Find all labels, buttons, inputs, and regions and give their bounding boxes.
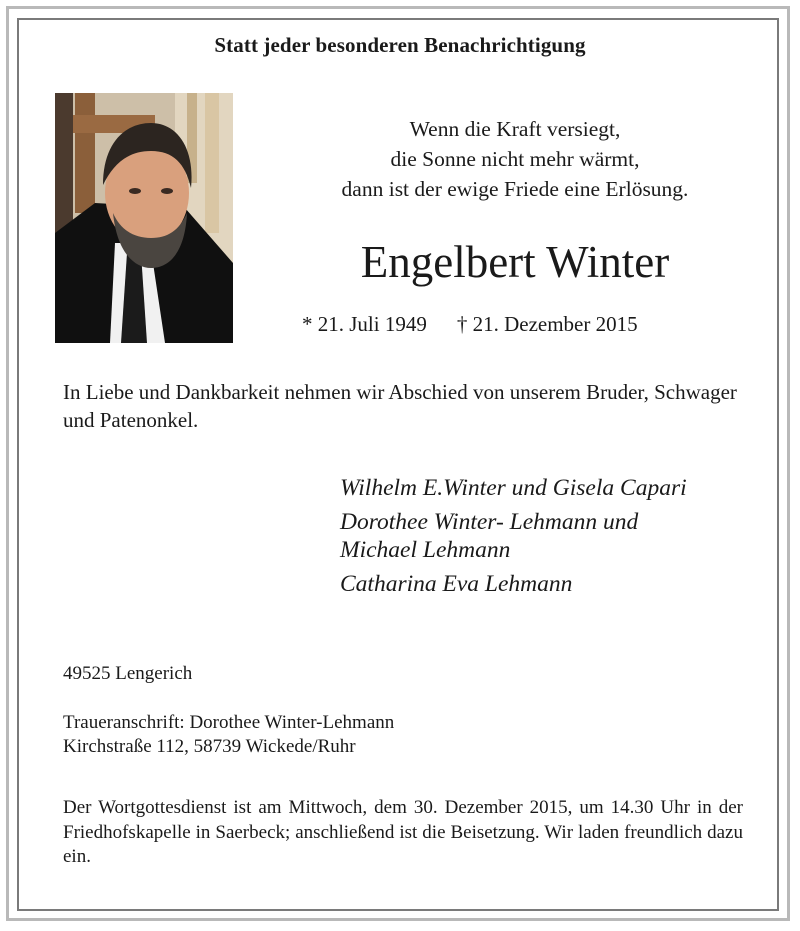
portrait-photo: [55, 93, 233, 343]
location: 49525 Lengerich: [63, 663, 193, 684]
family-member: Dorothee Winter- Lehmann und: [340, 509, 639, 535]
family-signatures: [340, 474, 687, 598]
address-line: Kirchstraße 112, 58739 Wickede/Ruhr: [63, 736, 356, 757]
family-member: Michael Lehmann: [340, 537, 511, 563]
quote-line: dann ist der ewige Friede eine Erlösung.: [341, 177, 689, 201]
notice-header: Statt jeder besonderen Benachrichtigung: [214, 33, 586, 57]
family-member: Catharina Eva Lehmann: [340, 571, 573, 597]
farewell-text: In Liebe und Dankbarkeit nehmen wir Abschied von unserem Bruder, Schwager und Patenonkel.: [63, 380, 737, 432]
family-member: Wilhelm E.Winter und Gisela Capari: [340, 475, 687, 501]
mourning-address: [63, 711, 394, 759]
quote-block: [260, 114, 770, 204]
birth-date: * 21. Juli 1949: [302, 312, 427, 336]
service-info: Der Wortgottesdienst ist am Mittwoch, dem 30. Dezember 2015, um 14.30 Uhr in der Friedhofskapelle in Saerbeck; anschließend ist die Beisetzung. Wir laden freundlich dazu ein.: [63, 797, 743, 867]
life-dates: [302, 312, 638, 337]
address-line: Traueranschrift: Dorothee Winter-Lehmann: [63, 712, 395, 733]
death-date: † 21. Dezember 2015: [456, 312, 638, 336]
quote-line: die Sonne nicht mehr wärmt,: [390, 147, 640, 171]
deceased-name: Engelbert Winter: [360, 237, 670, 287]
quote-line: Wenn die Kraft versiegt,: [409, 117, 621, 141]
